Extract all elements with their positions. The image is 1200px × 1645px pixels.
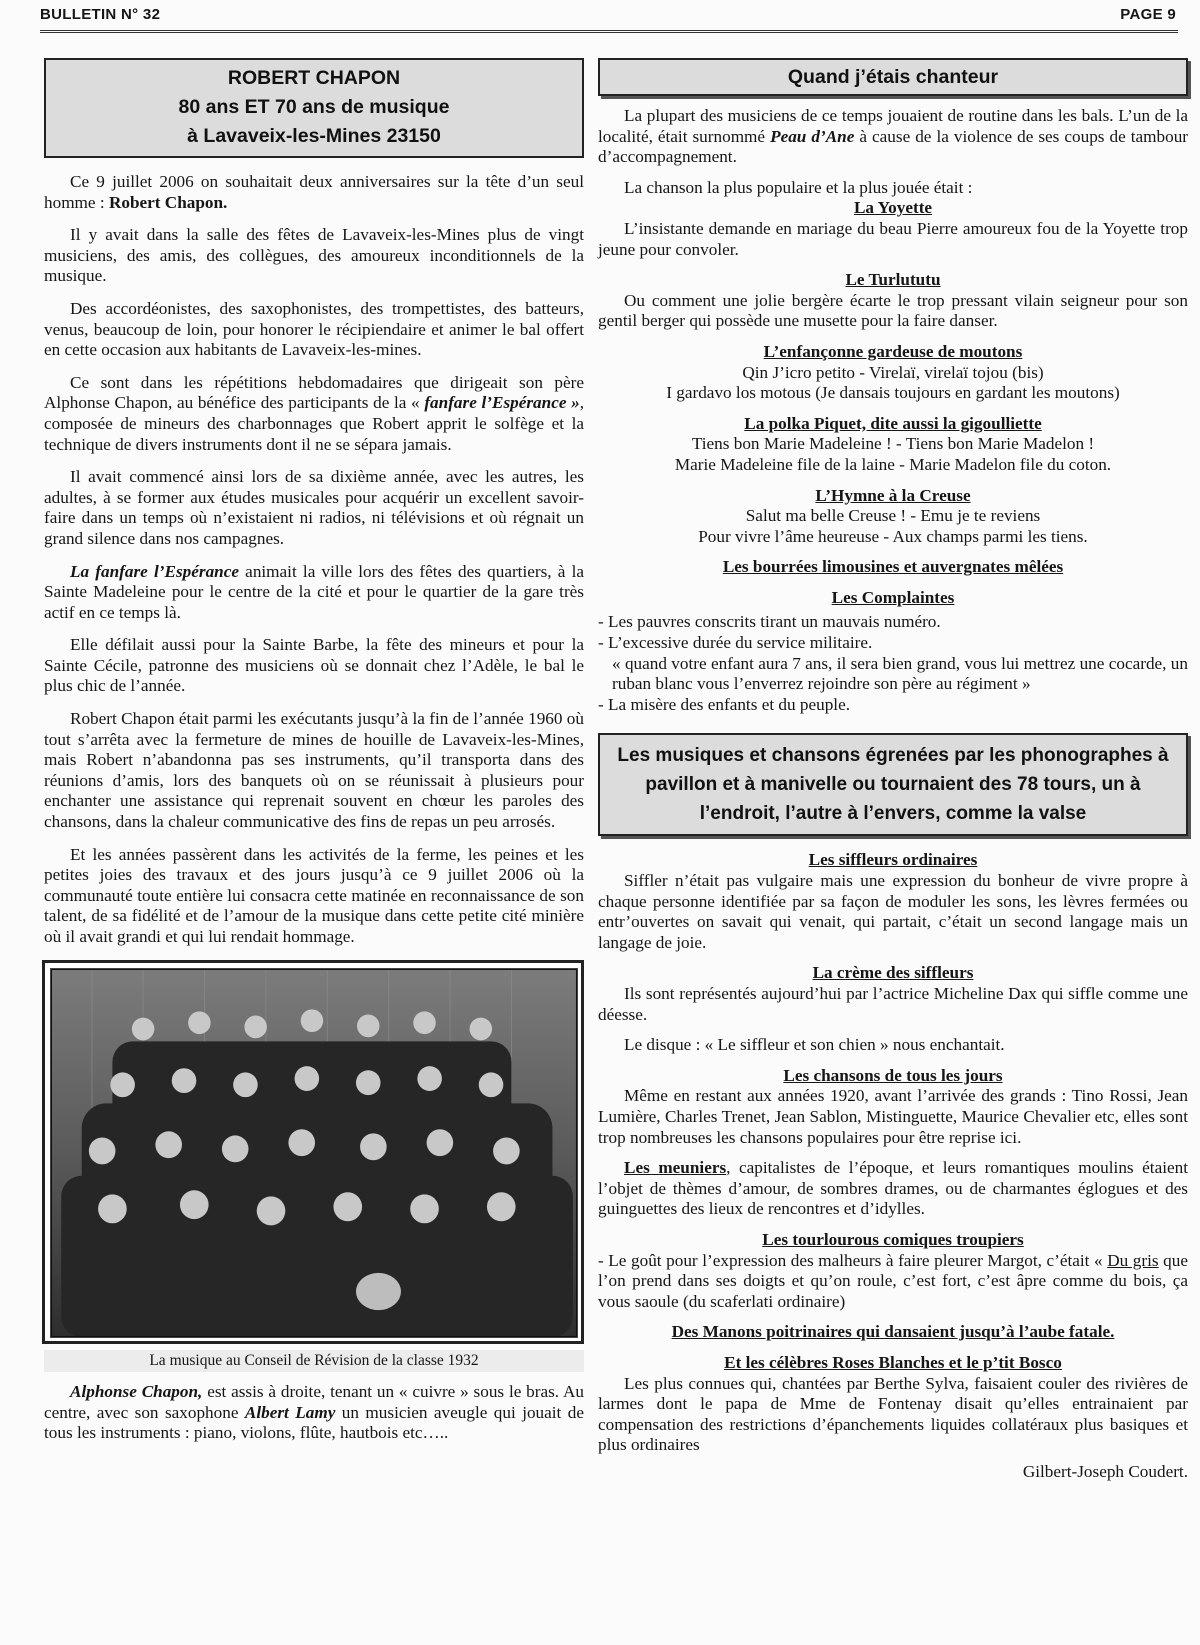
roses-blanches-text: Les plus connues qui, chantées par Berthe Sylva, faisaient couler des rivières de larmes dont le papa de Mme de Fontenay disait qu’elles entrainaient par compensation des restrictions d’épanchements liquides collatéraux plus basiques et plus ordinaires xyxy=(598,1373,1188,1455)
robert-chapon-name: Robert Chapon. xyxy=(108,192,228,212)
article-title-line-2: 80 ans ET 70 ans de musique xyxy=(178,96,450,118)
page-number: PAGE 9 xyxy=(1120,6,1176,23)
song-lyric-line: Qin J’icro petito - Virelaï, virelaï tojou (bis) xyxy=(742,362,1044,382)
right-column xyxy=(598,58,1188,1482)
paragraph-5: Il avait commencé ainsi lors de sa dixième année, avec les autres, les adultes, à se former aux études musicales pour acquérir un excellent savoir-faire dans un temps où n’existaient ni radios, ni télévisions et où régnait un grand silence dans nos campagnes. xyxy=(44,467,584,548)
song-title-complaintes: Les Complaintes xyxy=(831,587,955,607)
photo-caption: La musique au Conseil de Révision de la classe 1932 xyxy=(44,1350,584,1373)
intro-paragraph: La plupart des musiciens de ce temps jouaient de routine dans les bals. L’un de la localité, était surnommé Peau d’Ane à cause de la violence de ses coups de tambour d’accompagnement. xyxy=(598,106,1189,167)
section-title-box: Quand j’étais chanteur xyxy=(598,58,1188,96)
song-text-turlututu: Ou comment une jolie bergère écarte le trop pressant vilain seigneur pour son gentil berger qui possède une musette pour la faire danser. xyxy=(598,290,1188,331)
song-title-polka-piquet: La polka Piquet, dite aussi la gigoulliette xyxy=(744,413,1042,433)
article-title-box xyxy=(44,58,584,158)
disque-text: Le disque : « Le siffleur et son chien » nous enchantait. xyxy=(624,1035,1005,1055)
group-photo-image xyxy=(50,968,578,1338)
song-title-enfanconne: L’enfançonne gardeuse de moutons xyxy=(763,341,1023,361)
song-lyric-line: Marie Madeleine file de la laine - Marie Madelon file du coton. xyxy=(674,454,1112,474)
song-title-bourrees: Les bourrées limousines et auvergnates mêlées xyxy=(722,557,1064,577)
paragraph-8: Robert Chapon était parmi les exécutants jusqu’à la fin de l’année 1960 où tout s’arrêta avec la fermeture de mines de houille de Lavaveix-les-Mines, mais Robert n’abandonna pas ses instruments, qu’il transporta dans des réunions d’amis, lors des banquets où on se réunissait à plusieurs pour enchanter une assistance qui reprenait souvent en chœur les paroles des chansons, dans la chaleur communicative des fins de repas un peu arrosés. xyxy=(44,709,584,832)
song-title-turlututu: Le Turlututu xyxy=(845,270,941,290)
chansons-jours-text: Même en restant aux années 1920, avant l’arrivée des grands : Tino Rossi, Jean Lumière, Charles Trenet, Jean Sablon, Mistinguette, Maurice Chevalier etc, elles sont trop nombreuses les chansons populaires pour être reprise ici. xyxy=(598,1086,1188,1147)
section-title-roses-blanches: Et les célèbres Roses Blanches et le p’tit Bosco xyxy=(724,1352,1062,1372)
intro-paragraph-2: La chanson la plus populaire et la plus jouée était : xyxy=(624,177,973,197)
song-lyric-line: Tiens bon Marie Madeleine ! - Tiens bon Marie Madelon ! xyxy=(691,434,1095,454)
paragraph-10: Alphonse Chapon, est assis à droite, tenant un « cuivre » sous le bras. Au centre, avec son saxophone Albert Lamy un musicien aveugle qui jouait de tous les instruments : piano, violons, flûte, hautbois etc….. xyxy=(44,1382,584,1443)
section-title-creme-siffleurs: La crème des siffleurs xyxy=(812,963,974,983)
complaint-quote: « quand votre enfant aura 7 ans, il sera bien grand, vous lui mettrez une cocarde, un ruban blanc vous l’enverrez rejoindre son père au régiment » xyxy=(612,653,1188,694)
header-rule xyxy=(40,30,1178,33)
section-title-tourlourous: Les tourlourous comiques troupiers xyxy=(762,1229,1024,1249)
meuniers-paragraph: Les meuniers, capitalistes de l’époque, et leurs romantiques moulins étaient l’objet de thèmes d’amour, de sombres drames, ou de charmantes églogues et des guinguettes des lieux de rencontres et d’idylles. xyxy=(598,1158,1188,1219)
phonograph-title-box: Les musiques et chansons égrenées par les phonographes à pavillon et à manivelle ou tournaient des 78 tours, un à l’endroit, l’autre à l’envers, comme la valse xyxy=(598,733,1188,836)
bulletin-number: BULLETIN N° 32 xyxy=(40,6,161,23)
song-title-hymne-creuse: L’Hymne à la Creuse xyxy=(815,485,971,505)
group-photo xyxy=(42,960,584,1344)
song-title-yoyette: La Yoyette xyxy=(853,198,933,218)
paragraph-7: Elle défilait aussi pour la Sainte Barbe, la fête des mineurs et pour la Sainte Cécile, patronne des musiciens où se donnait chez l’Adèle, le bal le plus chic de l’année. xyxy=(44,635,584,696)
section-title-chansons-jours: Les chansons de tous les jours xyxy=(783,1065,1003,1085)
paragraph-9: Et les années passèrent dans les activités de la ferme, les peines et les petites joies des travaux et des jours jusqu’à ce 9 juillet 2006 où la communauté toute entière lui consacra cette matinée en reconnaissance de son talent, de sa fidélité et de l’amour de la musique dans cette petite cité minière où il avait grandi et qui lui rendait hommage. xyxy=(44,844,584,946)
song-lyric-line: I gardavo los motous (Je dansais toujours en gardant les moutons) xyxy=(666,383,1120,403)
meuniers-title: Les meuniers xyxy=(624,1158,727,1178)
paragraph-2: Il y avait dans la salle des fêtes de Lavaveix-les-Mines plus de vingt musiciens, des amis, des collègues, des amoureux inconditionnels de la musique. xyxy=(44,225,584,286)
article-title-line-3: à Lavaveix-les-Mines 23150 xyxy=(187,125,441,147)
article-title-line-1: ROBERT CHAPON xyxy=(227,67,401,89)
paragraph-3: Des accordéonistes, des saxophonistes, des trompettistes, des batteurs, venus, beaucoup de loin, pour honorer le récipiendaire et animer le bal offert en cette occasion aux habitants de Lavaveix-les-mines. xyxy=(44,298,584,360)
complaint-item: - Les pauvres conscrits tirant un mauvais numéro. xyxy=(598,612,941,632)
complaint-item: - La misère des enfants et du peuple. xyxy=(598,694,850,714)
siffleurs-text: Siffler n’était pas vulgaire mais une expression du bonheur de vivre propre à chaque personne identifiée par sa façon de moduler les sons, les lèvres fermées ou entr’ouvertes on savait qui venait, qui partait, c’était un second langage mais un langage de joie. xyxy=(598,871,1188,952)
song-text-yoyette: L’insistante demande en mariage du beau Pierre amoureux fou de la Yoyette trop jeune pour convoler. xyxy=(598,218,1188,259)
complaint-item: - L’excessive durée du service militaire. xyxy=(598,633,873,653)
paragraph-4: Ce sont dans les répétitions hebdomadaires que dirigeait son père Alphonse Chapon, au bénéfice des participants de la « fanfare l’Espérance », composée de mineurs des charbonnages que Robert apprit le solfège et la technique de divers instruments dont il ne se sépara jamais. xyxy=(44,372,585,454)
author-signature: Gilbert-Joseph Coudert. xyxy=(1022,1461,1188,1481)
creme-siffleurs-text: Ils sont représentés aujourd’hui par l’actrice Micheline Dax qui siffle comme une déesse. xyxy=(598,984,1188,1024)
tourlourous-text: - Le goût pour l’expression des malheurs à faire pleurer Margot, c’était « Du gris que l’on prend dans ses doigts et qu’on roule, c’est fort, c’est âpre comme du bois, ça vous saoule (du scaferlati ordinaire) xyxy=(598,1250,1188,1311)
section-title-siffleurs: Les siffleurs ordinaires xyxy=(808,850,978,870)
song-lyric-line: Pour vivre l’âme heureuse - Aux champs parmi les tiens. xyxy=(698,526,1088,546)
left-column xyxy=(44,58,584,1456)
song-lyric-line: Salut ma belle Creuse ! - Emu je te reviens xyxy=(745,506,1041,526)
paragraph-6: La fanfare l’Espérance animait la ville lors des fêtes des quartiers, à la Sainte Madeleine pour le centre de la cité et pour le quartier de la gare très actif en ce temps là. xyxy=(44,561,584,622)
paragraph-1: Ce 9 juillet 2006 on souhaitait deux anniversaires sur la tête d’un seul homme : Robert Chapon. xyxy=(44,172,584,212)
section-title-manons: Des Manons poitrinaires qui dansaient jusqu’à l’aube fatale. xyxy=(671,1322,1115,1342)
